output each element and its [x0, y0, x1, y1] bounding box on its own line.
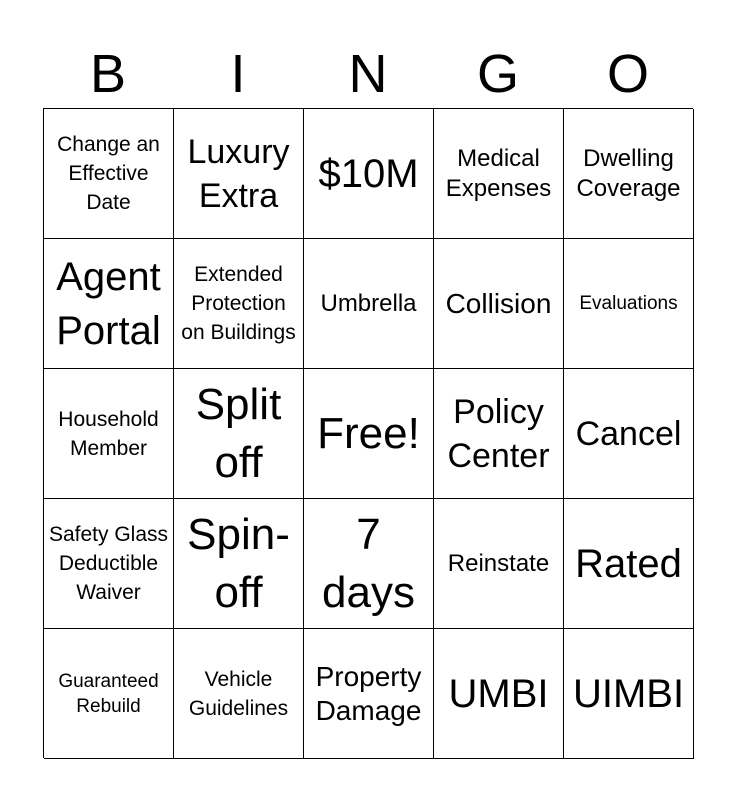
bingo-cell[interactable]: [564, 109, 694, 239]
bingo-cell[interactable]: [174, 239, 304, 369]
cell-text: Policy Center: [447, 392, 550, 475]
cell-text: UIMBI: [572, 671, 685, 716]
header-letter-o: O: [606, 44, 649, 104]
cell-text: Collision: [445, 287, 552, 319]
bingo-cell[interactable]: [174, 109, 304, 239]
bingo-cell[interactable]: [434, 499, 564, 629]
bingo-cell[interactable]: [44, 109, 174, 239]
cell-text: Umbrella: [320, 289, 417, 317]
cell-text: Split off: [195, 379, 282, 487]
bingo-grid: [43, 108, 693, 758]
cell-text: 7 days: [322, 509, 415, 617]
header-letter-i: I: [230, 44, 246, 104]
bingo-cell[interactable]: [304, 239, 434, 369]
cell-text: Free!: [317, 408, 420, 458]
bingo-cell[interactable]: [434, 369, 564, 499]
header-letter-n: N: [348, 44, 388, 104]
bingo-cell[interactable]: [564, 239, 694, 369]
cell-text: Spin-off: [187, 509, 290, 617]
bingo-cell[interactable]: [434, 239, 564, 369]
bingo-cell[interactable]: [434, 629, 564, 759]
cell-text: Extended Protection on Buildings: [181, 263, 296, 344]
cell-text: Dwelling Coverage: [576, 144, 681, 202]
cell-text: Property Damage: [315, 660, 422, 726]
cell-text: Household Member: [58, 407, 159, 460]
bingo-cell[interactable]: [304, 499, 434, 629]
cell-text: UMBI: [448, 671, 549, 716]
bingo-cell[interactable]: [44, 369, 174, 499]
bingo-cell[interactable]: [304, 109, 434, 239]
cell-text: Evaluations: [579, 293, 678, 314]
cell-text: Agent Portal: [56, 254, 161, 353]
cell-text: Rated: [575, 541, 682, 586]
cell-text: Reinstate: [447, 549, 550, 577]
bingo-header: [43, 40, 693, 108]
cell-text: Cancel: [575, 414, 682, 453]
cell-text: Vehicle Guidelines: [188, 667, 289, 720]
header-letter-g: G: [476, 44, 519, 104]
cell-text: Medical Expenses: [445, 144, 552, 202]
bingo-cell[interactable]: [564, 369, 694, 499]
bingo-cell[interactable]: [44, 629, 174, 759]
bingo-cell[interactable]: [564, 499, 694, 629]
cell-text: $10M: [318, 151, 419, 196]
bingo-cell[interactable]: [304, 369, 434, 499]
cell-text: Guaranteed Rebuild: [58, 670, 159, 717]
bingo-cell[interactable]: [174, 629, 304, 759]
cell-text: Safety Glass Deductible Waiver: [48, 523, 169, 604]
bingo-cell[interactable]: [174, 499, 304, 629]
bingo-cell[interactable]: [44, 499, 174, 629]
cell-text: Change an Effective Date: [57, 133, 160, 214]
header-letter-b: B: [89, 44, 127, 104]
cell-text: Luxury Extra: [187, 132, 290, 215]
bingo-cell[interactable]: [174, 369, 304, 499]
bingo-cell[interactable]: [304, 629, 434, 759]
bingo-cell[interactable]: [44, 239, 174, 369]
bingo-cell[interactable]: [564, 629, 694, 759]
bingo-cell[interactable]: [434, 109, 564, 239]
